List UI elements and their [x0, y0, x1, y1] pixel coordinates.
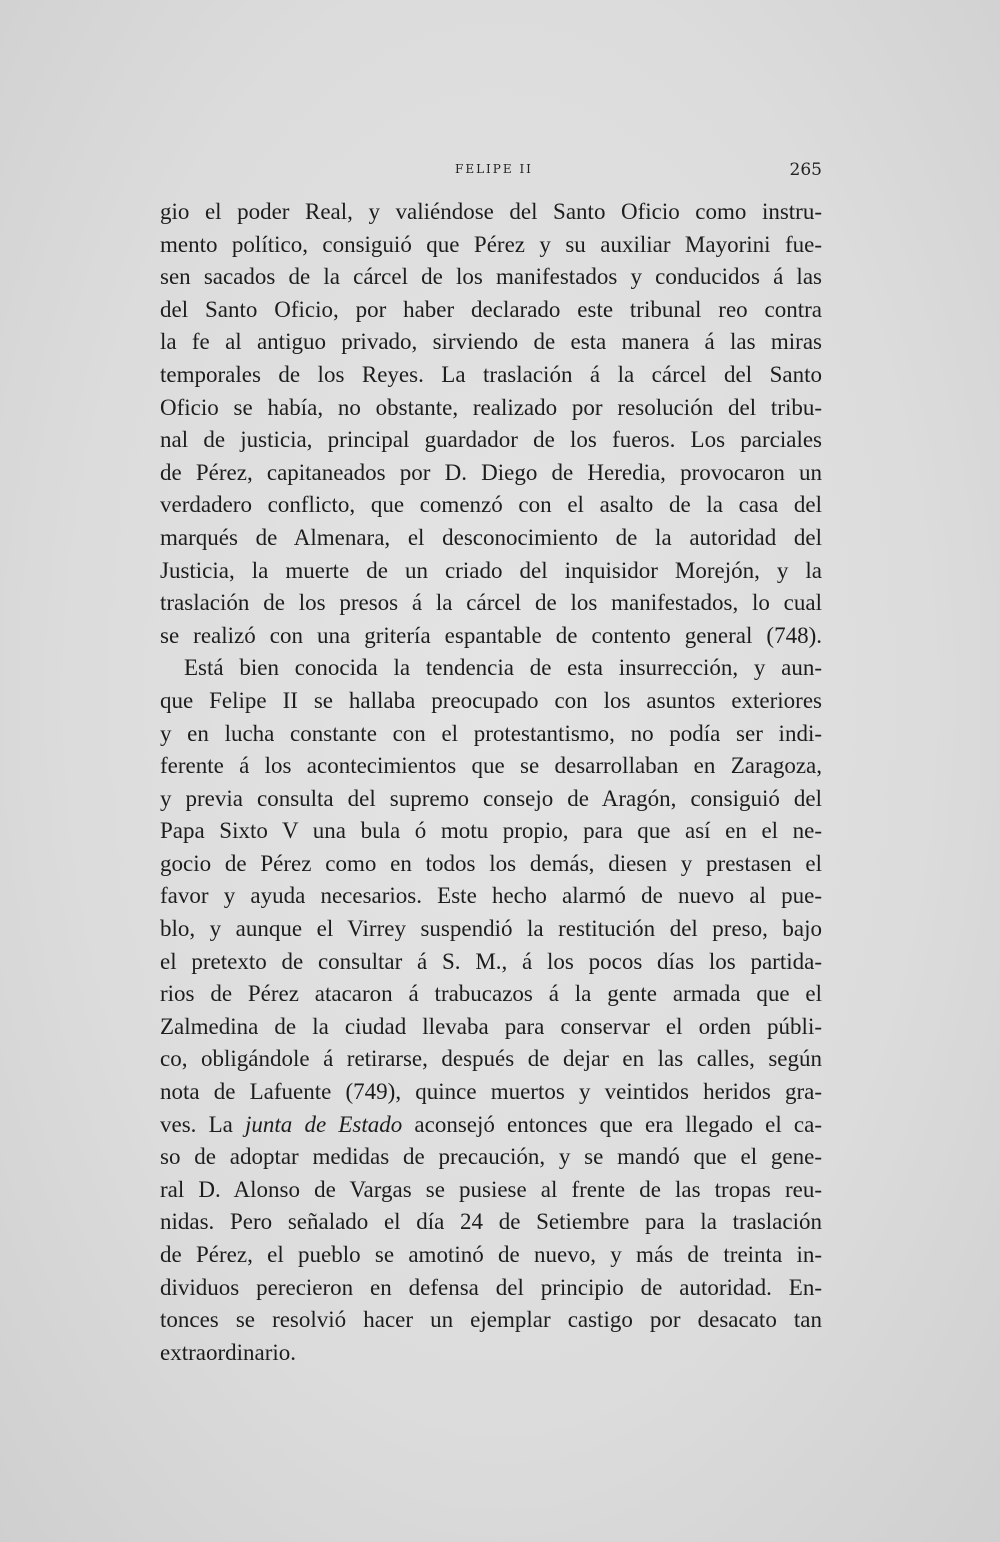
text-line: sen sacados de la cárcel de los manifestados y conducidos á las [160, 264, 822, 290]
text-segment: ves. La [160, 1111, 246, 1137]
text-line: ral D. Alonso de Vargas se pusiese al frente de las tropas reu- [160, 1176, 822, 1202]
text-line: el pretexto de consultar á S. M., á los pocos días los partida- [160, 948, 822, 974]
text-line: verdadero conflicto, que comenzó con el asalto de la casa del [160, 492, 822, 518]
text-line: rios de Pérez atacaron á trabucazos á la gente armada que el [160, 981, 822, 1007]
running-head: FELIPE II [455, 162, 533, 176]
text-line: Oficio se había, no obstante, realizado por resolución del tribu- [160, 394, 822, 420]
text-line: gocio de Pérez como en todos los demás, diesen y prestasen el [160, 850, 822, 876]
text-line: favor y ayuda necesarios. Este hecho alarmó de nuevo al pue- [160, 883, 822, 909]
text-line: Zalmedina de la ciudad llevaba para conservar el orden públi- [160, 1013, 822, 1039]
text-line: nal de justicia, principal guardador de los fueros. Los parciales [160, 427, 822, 453]
text-line: gio el poder Real, y valiéndose del Santo Oficio como instru- [160, 199, 822, 224]
text-segment: aconsejó entonces que era llegado el ca- [402, 1111, 822, 1137]
text-line: que Felipe II se hallaba preocupado con los asuntos exteriores [160, 687, 822, 713]
text-line: tonces se resolvió hacer un ejemplar castigo por desacato tan [160, 1307, 822, 1333]
text-line: temporales de los Reyes. La traslación á la cárcel del Santo [160, 361, 822, 387]
text-line: extraordinario. [160, 1339, 297, 1365]
text-line: nota de Lafuente (749), quince muertos y veintidos heridos gra- [160, 1079, 822, 1105]
text-line: traslación de los presos á la cárcel de los manifestados, lo cual [160, 590, 822, 616]
text-line: Papa Sixto V una bula ó motu propio, para que así en el ne- [160, 818, 822, 844]
body-text [160, 196, 822, 1369]
page-header [160, 162, 822, 184]
text-line-junta [160, 1109, 822, 1142]
text-line: de Pérez, capitaneados por D. Diego de Heredia, provocaron un [160, 459, 822, 485]
text-line: la fe al antiguo privado, sirviendo de esta manera á las miras [160, 329, 822, 355]
text-line: dividuos perecieron en defensa del principio de autoridad. En- [160, 1274, 822, 1300]
text-line: y previa consulta del supremo consejo de Aragón, consiguió del [160, 785, 822, 811]
text-line: de Pérez, el pueblo se amotinó de nuevo, y más de treinta in- [160, 1242, 822, 1267]
text-line: nidas. Pero señalado el día 24 de Setiembre para la traslación [160, 1209, 822, 1235]
italic-phrase: junta de Estado [245, 1111, 403, 1137]
text-line: blo, y aunque el Virrey suspendió la restitución del preso, bajo [160, 916, 822, 942]
text-line: co, obligándole á retirarse, después de dejar en las calles, según [160, 1046, 822, 1072]
text-line: ferente á los acontecimientos que se desarrollaban en Zaragoza, [160, 753, 822, 779]
text-line: y en lucha constante con el protestantismo, no podía ser indi- [160, 720, 822, 746]
text-line: so de adoptar medidas de precaución, y se mandó que el gene- [160, 1144, 822, 1170]
text-line: marqués de Almenara, el desconocimiento de la autoridad del [160, 524, 822, 550]
text-line: Justicia, la muerte de un criado del inquisidor Morejón, y la [160, 557, 822, 583]
text-line: mento político, consiguió que Pérez y su auxiliar Mayorini fue- [160, 231, 822, 257]
text-line: Está bien conocida la tendencia de esta insurrección, y aun- [184, 655, 822, 681]
text-line: se realizó con una gritería espantable de contento general (748). [160, 622, 822, 648]
page-number: 265 [789, 160, 822, 180]
text-line: del Santo Oficio, por haber declarado este tribunal reo contra [160, 296, 822, 322]
